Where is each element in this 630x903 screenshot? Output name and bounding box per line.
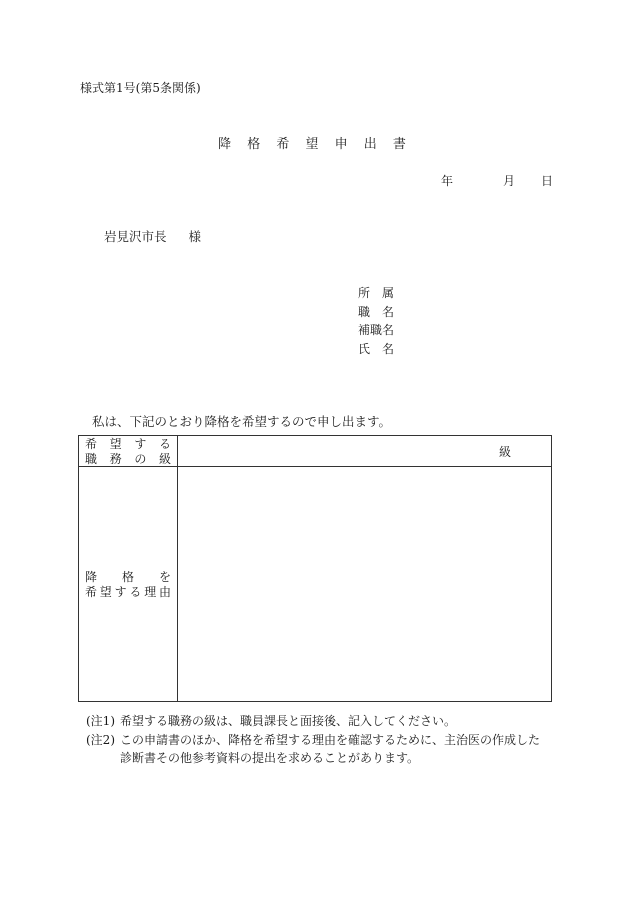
addressee — [104, 231, 201, 244]
field-affiliation: 所 属 — [358, 286, 395, 300]
reason-row — [79, 467, 552, 702]
addressee-name: 岩見沢市長 — [104, 229, 167, 244]
grade-label-char: の — [134, 452, 147, 466]
grade-label-char: 級 — [158, 452, 171, 466]
reason-label-char: 格 — [121, 570, 134, 584]
reason-label-char: を — [158, 570, 171, 584]
note-1 — [86, 712, 550, 731]
reason-label-char: 希 — [85, 585, 98, 599]
reason-label-char: 由 — [158, 585, 171, 599]
reason-label-char: 降 — [85, 570, 98, 584]
reason-label — [79, 467, 178, 702]
date-day: 日 — [541, 174, 554, 188]
date-line — [441, 175, 553, 187]
grade-row — [79, 436, 552, 467]
grade-label-char: 希 — [85, 437, 98, 451]
grade-label-line1 — [85, 436, 171, 451]
date-month: 月 — [503, 174, 516, 188]
grade-suffix: 級 — [498, 444, 511, 459]
form-number: 様式第1号(第5条関係) — [80, 81, 201, 95]
field-position: 補職名 — [358, 323, 395, 337]
grade-label — [79, 436, 178, 467]
reason-label-line2 — [85, 584, 171, 599]
grade-label-char: 職 — [85, 452, 98, 466]
grade-label-char: す — [134, 437, 147, 451]
addressee-honorific: 様 — [188, 229, 202, 244]
page-title: 降 格 希 望 申 出 書 — [218, 137, 412, 152]
applicant-fields — [358, 287, 394, 361]
note-2-mark: (注2) — [86, 732, 115, 747]
statement: 私は、下記のとおり降格を希望するので申し出ます。 — [92, 414, 392, 429]
request-table — [78, 435, 552, 702]
grade-input-cell[interactable] — [178, 436, 552, 467]
notes — [86, 712, 550, 768]
reason-label-char: す — [114, 585, 127, 599]
grade-label-char: 望 — [109, 437, 122, 451]
note-1-text: 希望する職務の級は、職員課長と面接後、記入してください。 — [120, 714, 457, 728]
note-2-text: この申請書のほか、降格を希望する理由を確認するために、主治医の作成した診断書その他参考資料の提出を求めることがあります。 — [120, 732, 541, 765]
grade-label-line2 — [85, 451, 171, 466]
field-name: 氏 名 — [358, 341, 395, 356]
reason-label-char: 望 — [99, 585, 112, 599]
date-year: 年 — [441, 174, 454, 188]
note-1-mark: (注1) — [86, 714, 115, 728]
reason-input-cell[interactable] — [178, 467, 552, 702]
reason-label-line1 — [85, 569, 171, 584]
reason-label-char: る — [129, 585, 142, 599]
grade-label-char: 務 — [109, 452, 122, 466]
note-2 — [86, 731, 550, 768]
reason-label-char: 理 — [144, 585, 157, 599]
field-job-title: 職 名 — [358, 304, 395, 319]
grade-label-char: る — [158, 437, 171, 451]
